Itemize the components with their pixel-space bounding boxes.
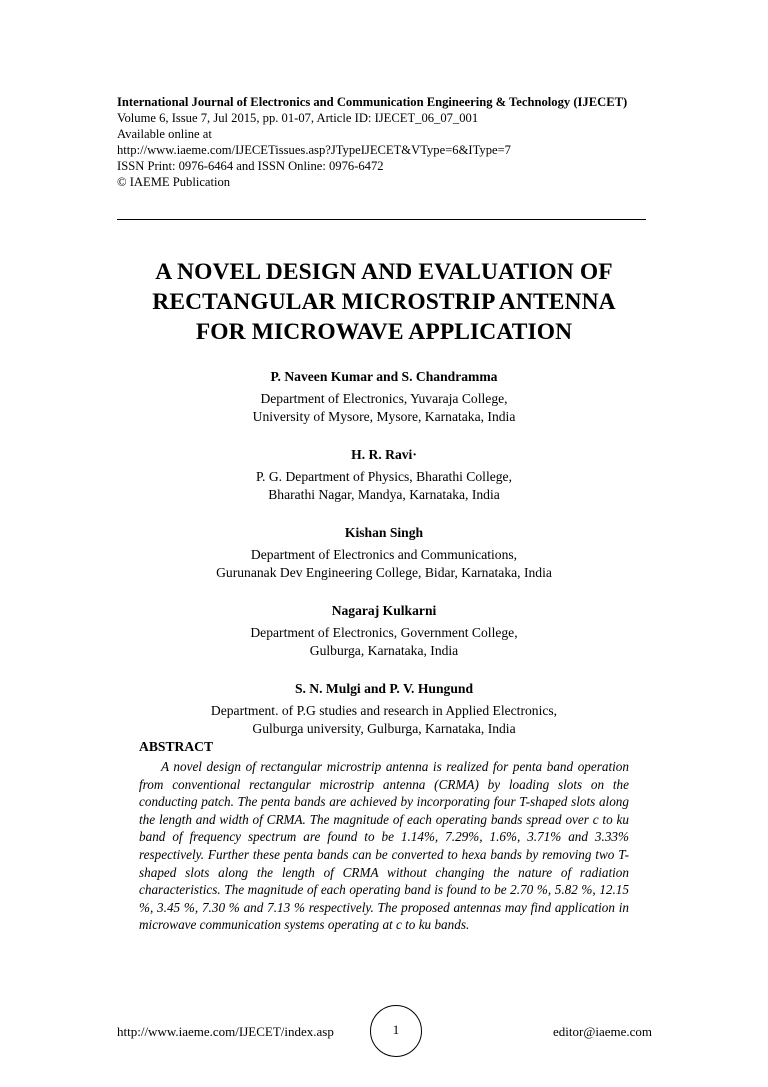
footer-url[interactable]: http://www.iaeme.com/IJECET/index.asp — [117, 1024, 334, 1039]
affiliation-line: Gulburga, Karnataka, India — [309, 643, 459, 658]
author-list — [84, 368, 684, 758]
title-line: A NOVEL DESIGN AND EVALUATION OF — [155, 259, 613, 285]
issn-info: ISSN Print: 0976-6464 and ISSN Online: 0976-6472 — [117, 159, 384, 173]
available-online-label: Available online at — [117, 127, 212, 141]
author-block — [84, 368, 684, 426]
affiliation-line: Department. of P.G studies and research in Applied Electronics, — [210, 703, 558, 718]
affiliation-line: Department of Electronics and Communications, — [250, 547, 518, 562]
footer-email[interactable]: editor@iaeme.com — [553, 1024, 652, 1039]
author-name: S. N. Mulgi and P. V. Hungund — [294, 681, 474, 696]
affiliation-line: Gurunanak Dev Engineering College, Bidar, Karnataka, India — [216, 565, 552, 580]
affiliation-line: Department of Electronics, Yuvaraja College, — [260, 391, 508, 406]
publisher: © IAEME Publication — [117, 175, 231, 189]
journal-header — [117, 94, 647, 190]
author-name: Nagaraj Kulkarni — [331, 603, 437, 618]
author-name: Kishan Singh — [344, 525, 424, 540]
abstract-heading: ABSTRACT — [139, 739, 214, 754]
volume-info: Volume 6, Issue 7, Jul 2015, pp. 01-07, Article ID: IJECET_06_07_001 — [117, 111, 479, 125]
title-line: RECTANGULAR MICROSTRIP ANTENNA — [152, 289, 616, 315]
header-divider — [117, 219, 646, 220]
author-block — [84, 680, 684, 738]
issue-url: http://www.iaeme.com/IJECETissues.asp?JTypeIJECET&VType=6&IType=7 — [117, 143, 511, 157]
page-number: 1 — [370, 1005, 422, 1057]
affiliation-line: Department of Electronics, Government College, — [250, 625, 518, 640]
abstract-body: A novel design of rectangular microstrip antenna is realized for penta band operation from conventional rectangular microstrip antenna (CRMA) by loading slots on the conducting patch. The penta bands are achieved by incorporating four T-shaped slots along the length and width of CRMA. The magnitude of each operating bands spread over c to ku band of frequency spectrum are found to be 1.14%, 7.29%, 1.6%, 3.71% and 3.33% respectively. Further these penta bands can be converted to hexa bands by removing two T-shaped slots along the length of CRMA without changing the nature of radiation characteristics. The magnitude of each operating band is found to be 2.70 %, 5.82 %, 12.15 %, 3.45 %, 7.30 % and 7.13 % respectively. The proposed antennas may find application in microwave communication systems operating at c to ku bands. — [139, 759, 629, 933]
author-block — [84, 446, 684, 504]
author-block — [84, 524, 684, 582]
author-name: H. R. Ravi· — [351, 447, 417, 462]
affiliation-line: P. G. Department of Physics, Bharathi College, — [256, 469, 512, 484]
page-footer — [117, 1005, 652, 1055]
author-name: P. Naveen Kumar and S. Chandramma — [270, 369, 498, 384]
paper-title — [60, 257, 708, 347]
affiliation-line: Gulburga university, Gulburga, Karnataka, India — [252, 721, 516, 736]
journal-title: International Journal of Electronics and Communication Engineering & Technology (IJECET) — [117, 95, 628, 109]
abstract-section — [139, 738, 629, 934]
title-line: FOR MICROWAVE APPLICATION — [195, 319, 573, 345]
author-block — [84, 602, 684, 660]
affiliation-line: Bharathi Nagar, Mandya, Karnataka, India — [268, 487, 500, 502]
affiliation-line: University of Mysore, Mysore, Karnataka, India — [252, 409, 516, 424]
